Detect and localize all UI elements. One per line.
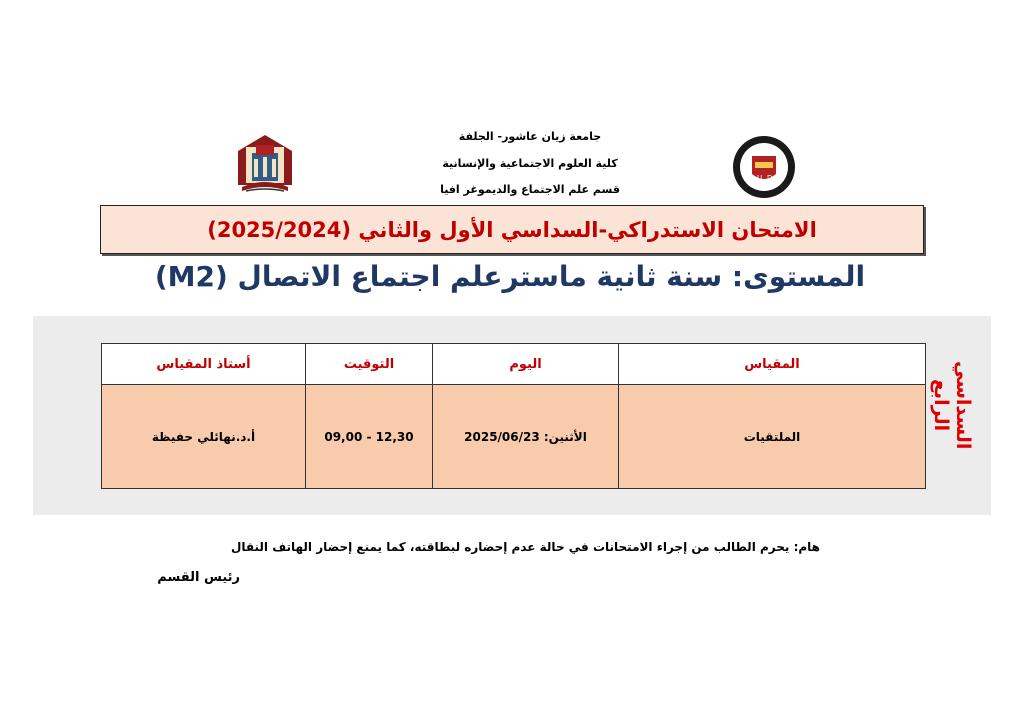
exam-title: الامتحان الاستدراكي-السداسي الأول والثاني (2025/2024) bbox=[207, 217, 817, 242]
university-name: جامعة زيان عاشور- الجلفة bbox=[458, 130, 602, 143]
column-header-day: اليوم bbox=[433, 344, 619, 385]
important-note: هام: يحرم الطالب من إجراء الامتحانات في حالة عدم إحضاره لبطاقته، كما يمنع إحضار الهاتف النقال bbox=[230, 540, 820, 554]
table-row bbox=[102, 385, 926, 489]
table-header-row bbox=[102, 344, 926, 385]
column-header-time: التوقيت bbox=[306, 344, 433, 385]
column-header-module: المقياس bbox=[619, 344, 926, 385]
svg-text:D: D bbox=[767, 174, 773, 182]
university-seal-right bbox=[731, 134, 797, 200]
schedule-table bbox=[101, 343, 926, 489]
column-header-teacher: أستاذ المقياس bbox=[102, 344, 306, 385]
exam-title-box bbox=[100, 205, 924, 254]
semester-label: السداسي الرابع bbox=[930, 360, 974, 450]
university-logo-left bbox=[232, 133, 298, 199]
cell-teacher: أ.د.نهائلي حفيظة bbox=[102, 385, 306, 489]
faculty-name: كلية العلوم الاجتماعية والإنسانية bbox=[442, 157, 618, 170]
level-heading: المستوى: سنة ثانية ماسترعلم اجتماع الاتصال (M2) bbox=[154, 260, 866, 293]
svg-text:U: U bbox=[757, 174, 763, 182]
cell-day: الأثنين: 2025/06/23 bbox=[433, 385, 619, 489]
department-head-signature: رئيس القسم bbox=[157, 570, 240, 585]
cell-module: الملتقيات bbox=[619, 385, 926, 489]
cell-time: 12,30 - 09,00 bbox=[306, 385, 433, 489]
department-name: قسم علم الاجتماع والديموغر افيا bbox=[440, 183, 620, 196]
